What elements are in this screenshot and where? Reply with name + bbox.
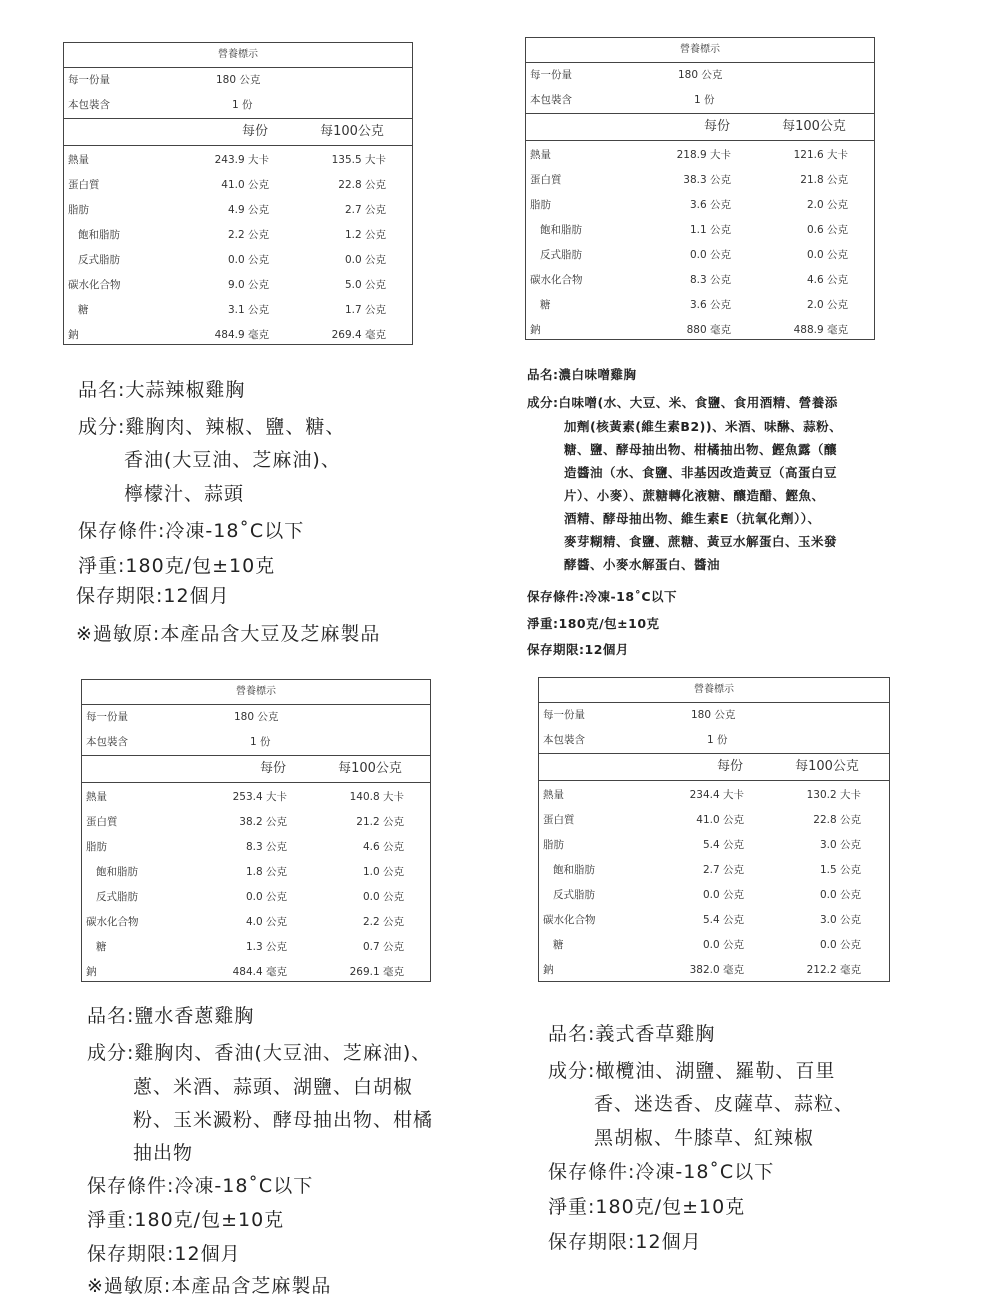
table-row (526, 293, 874, 318)
per-100g-value: 1.2 公克 (344, 229, 386, 241)
serving-size-label: 每一份量 (68, 74, 110, 86)
per-serving-header: 每份 (716, 759, 743, 774)
per-100g-value: 1.7 公克 (344, 304, 386, 316)
table-row (82, 960, 430, 985)
nutrient-name: 熱量 (543, 789, 564, 801)
ingredients-line: 成分:雞胸肉、辣椒、鹽、糖、 (78, 416, 346, 438)
per-serving-value: 3.6 公克 (689, 199, 731, 211)
ingredients-line: 成分:白味噌(水、大豆、米、食鹽、食用酒精、營養添 (527, 395, 838, 410)
table-row (526, 218, 874, 243)
net-weight: 淨重:180克/包±10克 (527, 616, 660, 631)
per-serving-value: 880 毫克 (686, 324, 731, 336)
serving-size-label: 每一份量 (86, 711, 128, 723)
per-100g-value: 21.8 公克 (800, 174, 848, 186)
nutrient-name: 鈉 (530, 324, 541, 336)
nutrient-name: 糖 (96, 941, 107, 953)
net-weight: 淨重:180克/包±10克 (87, 1209, 285, 1231)
per-serving-value: 4.9 公克 (227, 204, 269, 216)
product-info-3 (87, 1001, 467, 1301)
ingredients-line: 粉、玉米澱粉、酵母抽出物、柑橘 (133, 1109, 434, 1131)
table-row (526, 243, 874, 268)
per-100g-value: 130.2 大卡 (806, 789, 861, 801)
column-header (64, 118, 412, 146)
per-100g-value: 2.2 公克 (362, 916, 404, 928)
table-row (526, 168, 874, 193)
ingredients-line: 香油(大豆油、芝麻油)、 (124, 449, 341, 471)
per-serving-header: 每份 (241, 124, 268, 139)
nutrient-name: 反式脂肪 (553, 889, 595, 901)
nutrient-name: 脂肪 (543, 839, 564, 851)
nutrient-name: 蛋白質 (68, 179, 100, 191)
table-row (539, 908, 889, 933)
servings-value: 1 份 (250, 736, 271, 748)
per-serving-value: 0.0 公克 (245, 891, 287, 903)
nutrient-name: 鈉 (543, 964, 554, 976)
table-row (539, 783, 889, 808)
nutrition-title: 營養標示 (82, 680, 430, 705)
servings-value: 1 份 (694, 94, 715, 106)
nutrition-table-3 (81, 679, 431, 982)
per-100g-value: 0.0 公克 (819, 889, 861, 901)
per-serving-value: 9.0 公克 (227, 279, 269, 291)
nutrition-title: 營養標示 (64, 43, 412, 68)
table-row (64, 273, 412, 298)
serving-size-value: 180 公克 (691, 709, 736, 721)
allergen-note: ※過敏原:本產品含芝麻製品 (87, 1275, 332, 1297)
nutrient-name: 鈉 (68, 329, 79, 341)
net-weight: 淨重:180克/包±10克 (548, 1196, 746, 1218)
per-serving-value: 2.2 公克 (227, 229, 269, 241)
nutrient-name: 飽和脂肪 (553, 864, 595, 876)
shelf-life: 保存期限:12個月 (527, 642, 629, 657)
nutrient-name: 反式脂肪 (78, 254, 120, 266)
table-row (82, 785, 430, 810)
serving-size-label: 每一份量 (543, 709, 585, 721)
table-row (64, 298, 412, 323)
table-row (82, 810, 430, 835)
table-row (82, 935, 430, 960)
per-serving-value: 0.0 公克 (702, 939, 744, 951)
ingredients-line: 成分:橄欖油、湖鹽、羅勒、百里 (548, 1060, 836, 1082)
per-100g-header: 每100公克 (338, 761, 402, 776)
net-weight: 淨重:180克/包±10克 (78, 555, 276, 577)
ingredients-line: 黑胡椒、牛膝草、紅辣椒 (594, 1127, 815, 1149)
table-row (64, 198, 412, 223)
per-serving-value: 5.4 公克 (702, 914, 744, 926)
servings-label: 本包裝含 (543, 734, 585, 746)
per-serving-value: 0.0 公克 (227, 254, 269, 266)
storage-condition: 保存條件:冷凍-18˚C以下 (87, 1175, 314, 1197)
table-row (539, 883, 889, 908)
per-serving-value: 253.4 大卡 (232, 791, 287, 803)
ingredients-line: 蔥、米酒、蒜頭、湖鹽、白胡椒 (133, 1076, 414, 1098)
per-100g-value: 269.4 毫克 (331, 329, 386, 341)
per-100g-value: 135.5 大卡 (331, 154, 386, 166)
per-100g-value: 0.0 公克 (819, 939, 861, 951)
per-100g-value: 22.8 公克 (338, 179, 386, 191)
allergen-note: ※過敏原:本產品含大豆及芝麻製品 (76, 623, 381, 645)
table-row (526, 193, 874, 218)
nutrient-name: 蛋白質 (530, 174, 562, 186)
per-serving-value: 218.9 大卡 (676, 149, 731, 161)
table-row (64, 173, 412, 198)
servings-label: 本包裝含 (68, 99, 110, 111)
ingredients-line: 片）、小麥）、蔗糖轉化液糖、釀造醋、鰹魚、 (564, 488, 825, 503)
per-100g-value: 2.0 公克 (806, 199, 848, 211)
per-serving-value: 234.4 大卡 (689, 789, 744, 801)
per-100g-value: 488.9 毫克 (793, 324, 848, 336)
nutrient-name: 飽和脂肪 (540, 224, 582, 236)
product-name: 品名:鹽水香蔥雞胸 (87, 1005, 255, 1027)
shelf-life: 保存期限:12個月 (76, 585, 230, 607)
per-100g-value: 4.6 公克 (806, 274, 848, 286)
nutrition-table-1 (63, 42, 413, 345)
per-serving-value: 38.2 公克 (239, 816, 287, 828)
nutrient-name: 脂肪 (68, 204, 89, 216)
product-info-2 (527, 365, 887, 655)
per-100g-value: 0.7 公克 (362, 941, 404, 953)
ingredients-line: 香、迷迭香、皮薩草、蒜粒、 (594, 1093, 855, 1115)
per-serving-value: 1.8 公克 (245, 866, 287, 878)
per-100g-header: 每100公克 (795, 759, 859, 774)
column-header (82, 755, 430, 783)
per-serving-value: 1.1 公克 (689, 224, 731, 236)
per-100g-value: 3.0 公克 (819, 914, 861, 926)
product-name: 品名:義式香草雞胸 (548, 1023, 716, 1045)
per-100g-value: 0.0 公克 (344, 254, 386, 266)
nutrient-name: 脂肪 (530, 199, 551, 211)
nutrition-table-4 (538, 677, 890, 982)
serving-size-row (539, 703, 889, 728)
nutrient-name: 鈉 (86, 966, 97, 978)
serving-size-row (82, 705, 430, 730)
table-row (64, 223, 412, 248)
table-row (526, 143, 874, 168)
nutrient-name: 碳水化合物 (543, 914, 596, 926)
table-row (539, 958, 889, 983)
per-100g-value: 3.0 公克 (819, 839, 861, 851)
storage-condition: 保存條件:冷凍-18˚C以下 (78, 520, 305, 542)
servings-row (539, 728, 889, 753)
per-serving-value: 484.4 毫克 (232, 966, 287, 978)
per-serving-value: 2.7 公克 (702, 864, 744, 876)
per-serving-value: 8.3 公克 (689, 274, 731, 286)
per-serving-value: 1.3 公克 (245, 941, 287, 953)
nutrient-name: 脂肪 (86, 841, 107, 853)
serving-size-row (526, 63, 874, 88)
storage-condition: 保存條件:冷凍-18˚C以下 (548, 1161, 775, 1183)
table-row (526, 318, 874, 343)
per-serving-value: 41.0 公克 (221, 179, 269, 191)
serving-size-label: 每一份量 (530, 69, 572, 81)
table-row (64, 323, 412, 348)
per-100g-value: 4.6 公克 (362, 841, 404, 853)
ingredients-line: 酵醬、小麥水解蛋白、醬油 (564, 557, 721, 572)
nutrient-name: 碳水化合物 (530, 274, 583, 286)
per-100g-value: 269.1 毫克 (349, 966, 404, 978)
per-serving-value: 0.0 公克 (702, 889, 744, 901)
per-100g-header: 每100公克 (782, 119, 846, 134)
servings-label: 本包裝含 (530, 94, 572, 106)
ingredients-line: 加劑(核黃素(維生素B2))、米酒、味醂、蒜粉、 (564, 419, 843, 434)
table-row (82, 835, 430, 860)
table-row (64, 248, 412, 273)
per-100g-value: 2.7 公克 (344, 204, 386, 216)
ingredients-line: 酒精、酵母抽出物、維生素E（抗氧化劑））、 (564, 511, 821, 526)
per-100g-value: 1.0 公克 (362, 866, 404, 878)
per-serving-value: 484.9 毫克 (214, 329, 269, 341)
nutrient-name: 碳水化合物 (68, 279, 121, 291)
ingredients-line: 抽出物 (133, 1142, 194, 1164)
shelf-life: 保存期限:12個月 (87, 1243, 241, 1265)
per-100g-value: 1.5 公克 (819, 864, 861, 876)
servings-label: 本包裝含 (86, 736, 128, 748)
per-serving-value: 243.9 大卡 (214, 154, 269, 166)
product-name: 品名:濃白味噌雞胸 (527, 367, 637, 382)
table-row (82, 885, 430, 910)
table-row (539, 933, 889, 958)
table-row (64, 148, 412, 173)
product-info-4 (548, 1019, 948, 1259)
per-100g-value: 21.2 公克 (356, 816, 404, 828)
table-row (539, 808, 889, 833)
per-100g-value: 0.6 公克 (806, 224, 848, 236)
nutrient-name: 反式脂肪 (540, 249, 582, 261)
per-serving-value: 3.6 公克 (689, 299, 731, 311)
ingredients-line: 造醬油（水、食鹽、非基因改造黃豆（高蛋白豆 (564, 465, 838, 480)
nutrient-name: 蛋白質 (86, 816, 118, 828)
per-100g-value: 0.0 公克 (806, 249, 848, 261)
column-header (539, 753, 889, 781)
nutrition-title: 營養標示 (539, 678, 889, 703)
nutrient-name: 熱量 (86, 791, 107, 803)
per-100g-value: 2.0 公克 (806, 299, 848, 311)
ingredients-line: 成分:雞胸肉、香油(大豆油、芝麻油)、 (87, 1042, 432, 1064)
serving-size-row (64, 68, 412, 93)
nutrient-name: 糖 (540, 299, 551, 311)
per-serving-header: 每份 (259, 761, 286, 776)
nutrient-name: 飽和脂肪 (96, 866, 138, 878)
per-100g-value: 22.8 公克 (813, 814, 861, 826)
serving-size-value: 180 公克 (234, 711, 279, 723)
per-serving-value: 4.0 公克 (245, 916, 287, 928)
serving-size-value: 180 公克 (216, 74, 261, 86)
per-100g-header: 每100公克 (320, 124, 384, 139)
column-header (526, 113, 874, 141)
nutrition-table-2 (525, 37, 875, 340)
per-serving-value: 5.4 公克 (702, 839, 744, 851)
serving-size-value: 180 公克 (678, 69, 723, 81)
nutrient-name: 蛋白質 (543, 814, 575, 826)
servings-row (82, 730, 430, 755)
per-100g-value: 212.2 毫克 (806, 964, 861, 976)
per-serving-value: 3.1 公克 (227, 304, 269, 316)
servings-row (526, 88, 874, 113)
product-info-1 (78, 375, 458, 645)
nutrient-name: 反式脂肪 (96, 891, 138, 903)
nutrient-name: 熱量 (530, 149, 551, 161)
per-serving-header: 每份 (703, 119, 730, 134)
nutrient-name: 熱量 (68, 154, 89, 166)
table-row (539, 833, 889, 858)
table-row (82, 860, 430, 885)
nutrient-name: 糖 (78, 304, 89, 316)
per-serving-value: 8.3 公克 (245, 841, 287, 853)
ingredients-line: 檸檬汁、蒜頭 (124, 483, 245, 505)
ingredients-line: 糖、鹽、酵母抽出物、柑橘抽出物、鰹魚露（釀 (564, 442, 838, 457)
nutrient-name: 碳水化合物 (86, 916, 139, 928)
per-serving-value: 382.0 毫克 (689, 964, 744, 976)
table-row (82, 910, 430, 935)
per-serving-value: 38.3 公克 (683, 174, 731, 186)
servings-value: 1 份 (707, 734, 728, 746)
per-100g-value: 5.0 公克 (344, 279, 386, 291)
servings-value: 1 份 (232, 99, 253, 111)
nutrition-title: 營養標示 (526, 38, 874, 63)
table-row (526, 268, 874, 293)
nutrient-name: 糖 (553, 939, 564, 951)
product-name: 品名:大蒜辣椒雞胸 (78, 379, 246, 401)
per-100g-value: 121.6 大卡 (793, 149, 848, 161)
per-serving-value: 0.0 公克 (689, 249, 731, 261)
ingredients-line: 麥芽糊精、食鹽、蔗糖、黃豆水解蛋白、玉米發 (564, 534, 838, 549)
per-100g-value: 140.8 大卡 (349, 791, 404, 803)
servings-row (64, 93, 412, 118)
per-serving-value: 41.0 公克 (696, 814, 744, 826)
nutrient-name: 飽和脂肪 (78, 229, 120, 241)
shelf-life: 保存期限:12個月 (548, 1231, 702, 1253)
table-row (539, 858, 889, 883)
per-100g-value: 0.0 公克 (362, 891, 404, 903)
storage-condition: 保存條件:冷凍-18˚C以下 (527, 589, 678, 604)
